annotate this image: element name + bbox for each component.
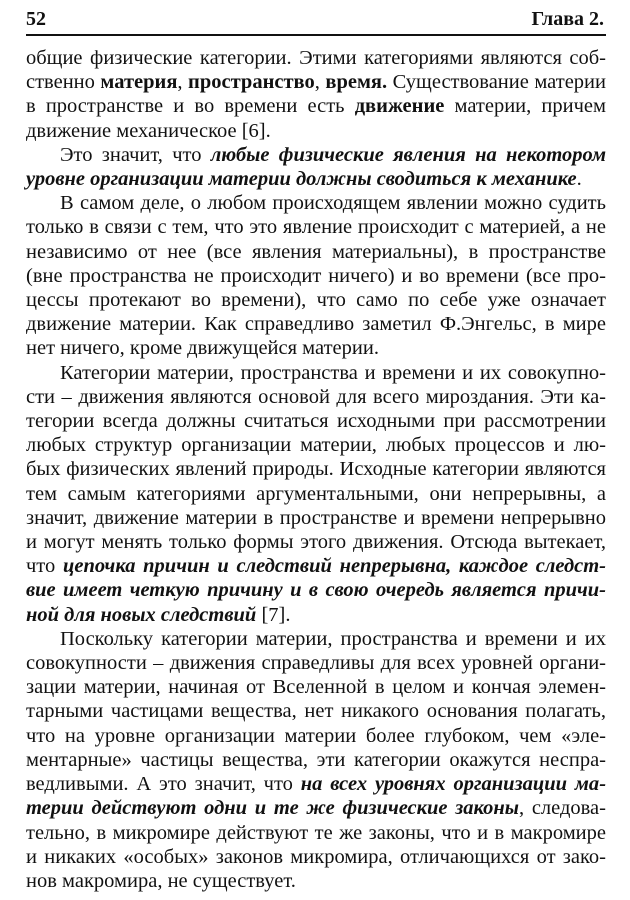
term-time: время. [325, 71, 388, 94]
text-segment: общие физические категории. Этими категориями являются собственно [26, 47, 606, 94]
text-segment: Категории материи, пространства и времени и их совокупности – движения являются основой для всего мироздания. Эти категории всегда должны считаться исходными при рассмотрении любых структур организации материи, любых процессов и любых физических явлений природы. Исходные категории являются тем самым категориями аргументальными, они непрерывны, а значит, движение материи в пространстве и времени непрерывно и могут менять только формы этого движения. Отсюда вытекает, что [26, 361, 606, 578]
text-segment: , [314, 71, 326, 94]
text-segment: Это значит, что [60, 143, 211, 166]
text-segment: , следовательно, в микромире действуют те же законы, что и в макромире и никаких «особых» законов микромира, отличающихся от законов макромира, не существует. [26, 797, 606, 892]
text-segment: . [576, 168, 582, 191]
paragraph-3 [26, 191, 606, 360]
text-segment: , [177, 71, 189, 94]
term-matter: материя [100, 71, 178, 94]
text-segment: материи, причем движение механическое [6]. [26, 95, 606, 142]
emphasis-statement: любые физические явления на некотором уровне организации материи должны сводиться к механике [26, 143, 607, 191]
text-segment: Поскольку категории материи, пространства и времени и их совокупности – движения справедливы для всех уровней организации материи, начиная от Вселенной в целом и кончая элементарными частицами вещества, нет никакого основания полагать, что на уровне организации материи более глубоком, чем «элементарные» частицы вещества, эти категории окажутся несправедливыми. А это значит, что [26, 627, 606, 796]
page-body [26, 46, 606, 893]
page-number: 52 [26, 8, 46, 30]
paragraph-5 [26, 627, 606, 893]
text-segment: Существование материи в пространстве и во времени есть [26, 71, 606, 118]
emphasis-statement: цепочка причин и следствий непрерывна, каждое следствие имеет четкую причину и в свою очередь является причиной для новых следствий [26, 555, 606, 626]
running-header [26, 8, 606, 36]
term-motion: движение [354, 95, 445, 118]
emphasis-statement: на всех уровнях организации материи действуют одни и те же физические законы [26, 773, 607, 820]
text-segment: [7]. [256, 603, 291, 626]
paragraph-4 [26, 361, 606, 627]
book-page [26, 8, 606, 893]
paragraph-2 [26, 143, 606, 191]
chapter-title: Глава 2. [531, 8, 604, 30]
text-segment: В самом деле, о любом происходящем явлении можно судить только в связи с тем, что это явление происходит с материей, а не независимо от нее (все явления материальны), в пространстве (вне пространства не происходит ничего) и во времени (все процессы протекают во времени), что само по себе уже означает движение материи. Как справедливо заметил Ф.Энгельс, в мире нет ничего, кроме движущейся материи. [26, 192, 606, 360]
term-space: пространство [188, 71, 315, 94]
paragraph-1 [26, 46, 606, 143]
